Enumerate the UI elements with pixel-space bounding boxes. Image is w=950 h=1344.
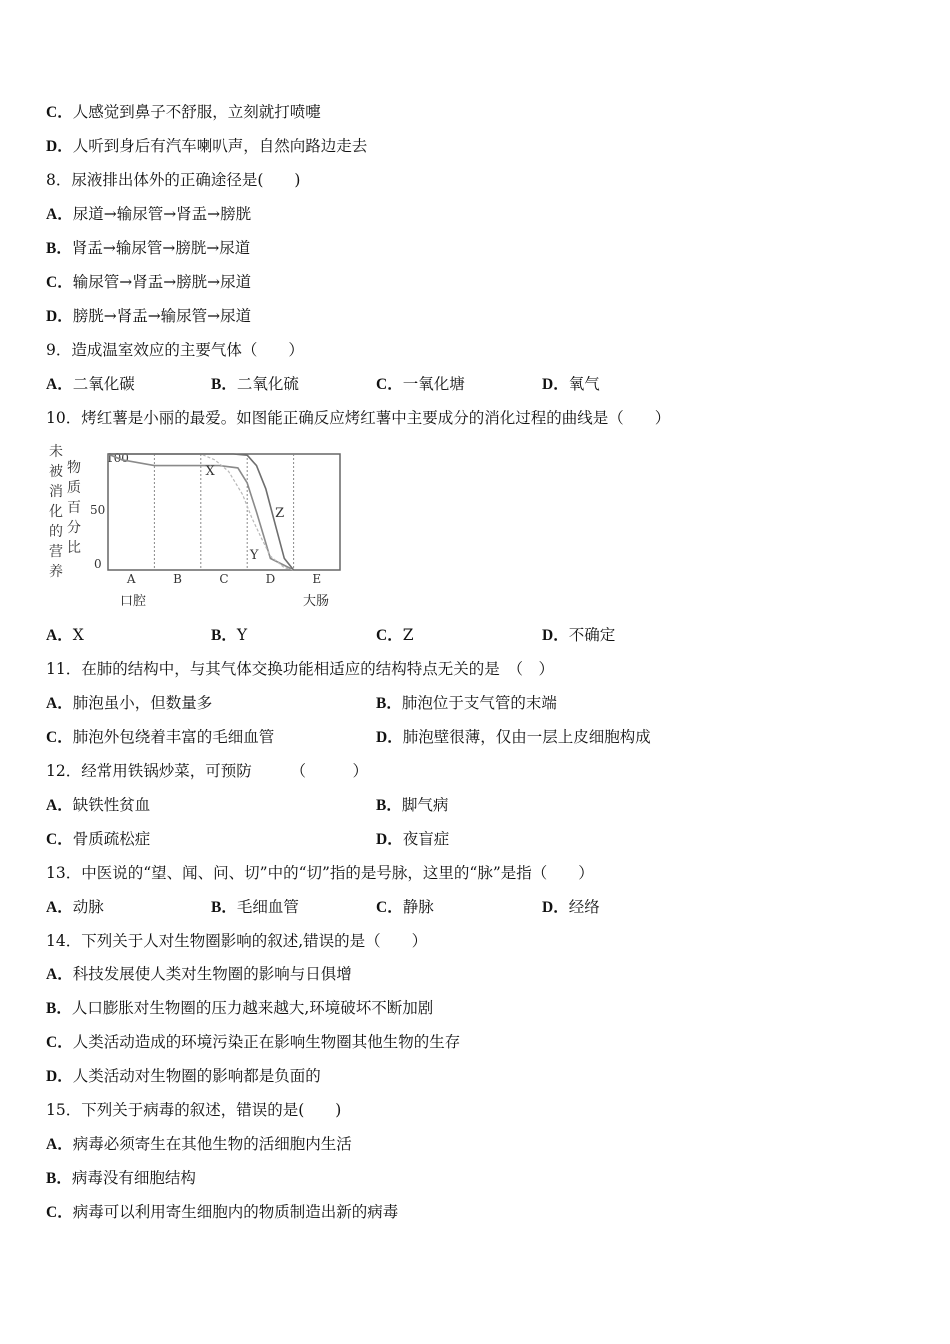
y-label-inner-char: 质 [67, 480, 81, 496]
q13-stem: 13．中医说的“望、闻、问、切”中的“切”指的是号脉，这里的“脉”是指（ ） [46, 864, 594, 882]
q13-option-b: B．毛细血管 [211, 898, 299, 916]
y-tick-50: 50 [90, 503, 106, 517]
y-label-inner-char: 比 [67, 540, 81, 556]
q10-option-a: A．X [46, 626, 84, 644]
q11-option-a: A．肺泡虽小，但数量多 [46, 694, 213, 712]
x-category-labels [126, 572, 321, 586]
curve-label-z: Z [275, 506, 285, 521]
q9-option-b: B．二氧化硫 [211, 375, 299, 393]
q14-option-a: A．科技发展使人类对生物圈的影响与日俱增 [46, 965, 352, 983]
q8-stem: 8．尿液排出体外的正确途径是( ) [46, 171, 301, 189]
q10-option-d: D．不确定 [542, 626, 616, 644]
q7-option-c: C．人感觉到鼻子不舒服，立刻就打喷嚏 [46, 103, 321, 121]
q9-stem: 9．造成温室效应的主要气体（ ） [46, 341, 304, 359]
q10-stem: 10．烤红薯是小丽的最爱。如图能正确反应烤红薯中主要成分的消化过程的曲线是（ ） [46, 409, 671, 427]
y-axis-label-inner [67, 459, 81, 556]
x-tick-b: B [173, 572, 183, 586]
y-label-inner-char: 物 [67, 460, 81, 476]
q9-option-a: A．二氧化碳 [46, 375, 135, 393]
y-label-outer-char: 化 [49, 504, 63, 520]
y-label-outer-char: 营 [49, 544, 63, 560]
y-label-outer-char: 养 [49, 564, 63, 580]
q13-option-a: A．动脉 [46, 898, 104, 916]
q14-option-c: C．人类活动造成的环境污染正在影响生物圈其他生物的生存 [46, 1033, 461, 1051]
curve-label-y: Y [249, 547, 259, 563]
q8-option-b: B．肾盂→输尿管→膀胱→尿道 [46, 239, 251, 257]
curve-label-x: X [205, 464, 215, 480]
q14-stem: 14．下列关于人对生物圈影响的叙述,错误的是（ ） [46, 932, 428, 950]
q8-option-a: A．尿道→输尿管→肾盂→膀胱 [46, 205, 252, 223]
q14-option-b: B．人口膨胀对生物圈的压力越来越大,环境破坏不断加剧 [46, 999, 434, 1017]
q11-option-b: B．肺泡位于支气管的末端 [376, 694, 557, 712]
y-label-outer-char: 被 [49, 464, 63, 480]
q15-stem: 15．下列关于病毒的叙述，错误的是( ) [46, 1101, 342, 1119]
x-tick-c: C [219, 572, 229, 586]
region-label-large-intestine: 大肠 [302, 594, 330, 609]
q12-option-a: A．缺铁性贫血 [46, 796, 151, 814]
digestion-chart [40, 440, 360, 616]
q14-option-d: D．人类活动对生物圈的影响都是负面的 [46, 1067, 321, 1085]
q11-stem: 11．在肺的结构中，与其气体交换功能相适应的结构特点无关的是 （ ） [46, 660, 554, 678]
q7-option-d: D．人听到身后有汽车喇叭声，自然向路边走去 [46, 137, 368, 155]
region-label-mouth: 口腔 [119, 594, 147, 609]
q8-option-c: C．输尿管→肾盂→膀胱→尿道 [46, 273, 252, 291]
q10-option-c: C．Z [376, 626, 414, 644]
y-label-outer-char: 消 [49, 484, 63, 500]
q11-option-d: D．肺泡壁很薄，仅由一层上皮细胞构成 [376, 728, 651, 746]
y-tick-100: 100 [106, 451, 129, 465]
y-label-inner-char: 分 [67, 520, 81, 536]
q9-option-d: D．氧气 [542, 375, 600, 393]
q12-option-c: C．骨质疏松症 [46, 830, 151, 848]
q15-option-a: A．病毒必须寄生在其他生物的活细胞内生活 [46, 1135, 352, 1153]
x-tick-a: A [126, 572, 136, 586]
q13-option-c: C．静脉 [376, 898, 434, 916]
x-tick-d: D [265, 572, 276, 586]
y-tick-0: 0 [94, 557, 102, 571]
q13-option-d: D．经络 [542, 898, 600, 916]
y-label-outer-char: 的 [49, 524, 63, 540]
y-label-inner-char: 百 [67, 500, 81, 516]
q12-stem: 12．经常用铁锅炒菜，可预防 （ ） [46, 762, 368, 780]
y-label-outer-char: 未 [49, 444, 63, 460]
x-tick-e: E [312, 572, 322, 586]
q8-option-d: D．膀胱→肾盂→输尿管→尿道 [46, 307, 252, 325]
q12-option-d: D．夜盲症 [376, 830, 450, 848]
y-axis-label-outer [49, 443, 63, 580]
q15-option-b: B．病毒没有细胞结构 [46, 1169, 196, 1187]
q11-option-c: C．肺泡外包绕着丰富的毛细血管 [46, 728, 275, 746]
q10-option-b: B．Y [211, 626, 248, 644]
q9-option-c: C．一氧化塘 [376, 375, 465, 393]
plot-frame [108, 454, 340, 570]
q12-option-b: B．脚气病 [376, 796, 449, 814]
q15-option-c: C．病毒可以利用寄生细胞内的物质制造出新的病毒 [46, 1203, 399, 1221]
